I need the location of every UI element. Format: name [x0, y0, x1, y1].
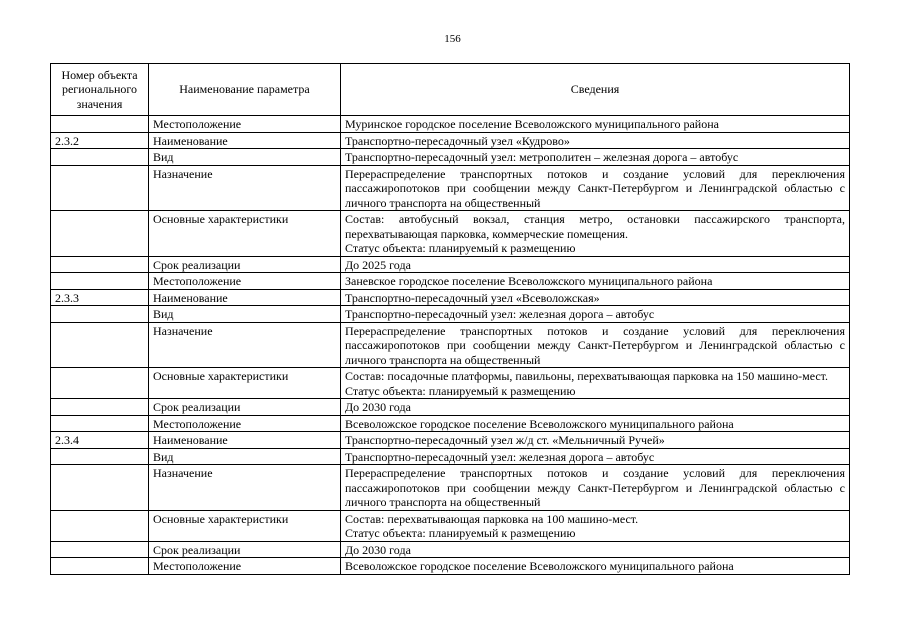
- object-number-cell: [51, 368, 149, 399]
- details-cell: [341, 415, 850, 432]
- object-number-cell: [51, 399, 149, 416]
- parameter-name-cell: Наименование: [149, 132, 341, 149]
- details-cell: [341, 322, 850, 368]
- table-row: [51, 465, 850, 511]
- details-text: Состав: перехватывающая парковка на 100 машино-мест.: [345, 511, 639, 526]
- table-body: [51, 116, 850, 575]
- details-text: Перераспределение транспортных потоков и создание условий для переключения пассажиропотоков при сообщении между Санкт-Петербургом и Ленинградской областью с личного транспорта на общественный: [345, 466, 845, 509]
- parameter-name-cell: Наименование: [149, 432, 341, 449]
- details-text: Заневское городское поселение Всеволожского муниципального района: [345, 274, 713, 288]
- object-number-cell: [51, 116, 149, 133]
- details-cell: [341, 399, 850, 416]
- details-cell: [341, 211, 850, 257]
- parameter-name-cell: Срок реализации: [149, 541, 341, 558]
- parameter-name-cell: Срок реализации: [149, 256, 341, 273]
- parameter-name-cell: Местоположение: [149, 415, 341, 432]
- details-text: Муринское городское поселение Всеволожского муниципального района: [345, 117, 719, 131]
- details-cell: [341, 149, 850, 166]
- header-object-number: Номер объекта регионального значения: [51, 64, 149, 116]
- parameters-table: [50, 63, 850, 575]
- details-text: Транспортно-пересадочный узел «Всеволожская»: [345, 290, 600, 305]
- parameter-name-cell: Местоположение: [149, 273, 341, 290]
- parameter-name-cell: Вид: [149, 306, 341, 323]
- details-text: До 2030 года: [345, 542, 411, 557]
- details-text: Всеволожское городское поселение Всеволожского муниципального района: [345, 416, 734, 431]
- object-number-cell: [51, 306, 149, 323]
- parameter-name-cell: Вид: [149, 448, 341, 465]
- parameter-name-cell: Вид: [149, 149, 341, 166]
- details-cell: [341, 448, 850, 465]
- table-row: [51, 273, 850, 290]
- status-text: Статус объекта: планируемый к размещению: [345, 383, 576, 398]
- details-cell: [341, 132, 850, 149]
- header-details: Сведения: [341, 64, 850, 116]
- object-number-cell: 2.3.3: [51, 289, 149, 306]
- details-cell: [341, 368, 850, 399]
- parameter-name-cell: Местоположение: [149, 558, 341, 575]
- header-parameter-name: Наименование параметра: [149, 64, 341, 116]
- parameter-name-cell: Основные характеристики: [149, 211, 341, 257]
- parameter-name-cell: Срок реализации: [149, 399, 341, 416]
- object-number-cell: [51, 415, 149, 432]
- object-number-cell: [51, 149, 149, 166]
- parameter-name-cell: Местоположение: [149, 116, 341, 133]
- status-text: Статус объекта: планируемый к размещению: [345, 241, 576, 255]
- details-cell: [341, 306, 850, 323]
- object-number-cell: [51, 211, 149, 257]
- page-number: 156: [444, 33, 461, 45]
- details-text: До 2030 года: [345, 400, 411, 414]
- parameter-name-cell: Основные характеристики: [149, 510, 341, 541]
- details-text: Перераспределение транспортных потоков и создание условий для переключения пассажиропотоков при сообщении между Санкт-Петербургом и Ленинградской областью с личного транспорта на общественный: [345, 166, 845, 210]
- object-number-cell: [51, 465, 149, 511]
- details-cell: [341, 465, 850, 511]
- table-row: [51, 256, 850, 273]
- details-text: Транспортно-пересадочный узел: метрополитен – железная дорога – автобус: [345, 150, 739, 164]
- status-text: Статус объекта: планируемый к размещению: [345, 526, 576, 540]
- object-number-cell: [51, 273, 149, 290]
- parameter-name-cell: Основные характеристики: [149, 368, 341, 399]
- details-cell: [341, 165, 850, 211]
- details-text: Состав: посадочные платформы, павильоны, перехватывающая парковка на 150 машино-мест.: [345, 369, 828, 383]
- details-cell: [341, 116, 850, 133]
- object-number-cell: 2.3.4: [51, 432, 149, 449]
- table-row: [51, 541, 850, 558]
- details-cell: [341, 510, 850, 541]
- object-number-cell: [51, 541, 149, 558]
- object-number-cell: [51, 558, 149, 575]
- table-row: [51, 132, 850, 149]
- details-text: До 2025 года: [345, 257, 411, 272]
- object-number-cell: [51, 510, 149, 541]
- details-cell: [341, 432, 850, 449]
- details-cell: [341, 256, 850, 273]
- table-row: [51, 432, 850, 449]
- table-row: [51, 165, 850, 211]
- object-number-cell: [51, 165, 149, 211]
- details-cell: [341, 273, 850, 290]
- table-row: [51, 306, 850, 323]
- details-text: Всеволожское городское поселение Всеволожского муниципального района: [345, 559, 734, 573]
- parameter-name-cell: Наименование: [149, 289, 341, 306]
- details-cell: [341, 289, 850, 306]
- details-cell: [341, 558, 850, 575]
- table-row: [51, 116, 850, 133]
- object-number-cell: [51, 448, 149, 465]
- details-text: Транспортно-пересадочный узел «Кудрово»: [345, 133, 570, 148]
- parameter-name-cell: Назначение: [149, 322, 341, 368]
- details-text: Транспортно-пересадочный узел: железная дорога – автобус: [345, 307, 655, 321]
- object-number-cell: [51, 256, 149, 273]
- table-row: [51, 448, 850, 465]
- table-row: [51, 368, 850, 399]
- table-row: [51, 211, 850, 257]
- table-row: [51, 558, 850, 575]
- table-row: [51, 149, 850, 166]
- table-header-row: [51, 64, 850, 116]
- table-row: [51, 289, 850, 306]
- table-row: [51, 510, 850, 541]
- details-text: Транспортно-пересадочный узел ж/д ст. «Мельничный Ручей»: [345, 433, 665, 447]
- details-text: Состав: автобусный вокзал, станция метро, остановки пассажирского транспорта, перехватывающая парковка, коммерческие помещения.: [345, 212, 845, 241]
- object-number-cell: [51, 322, 149, 368]
- parameter-name-cell: Назначение: [149, 165, 341, 211]
- parameter-name-cell: Назначение: [149, 465, 341, 511]
- table-row: [51, 322, 850, 368]
- details-cell: [341, 541, 850, 558]
- table-row: [51, 415, 850, 432]
- details-text: Транспортно-пересадочный узел: железная дорога – автобус: [345, 449, 655, 464]
- object-number-cell: 2.3.2: [51, 132, 149, 149]
- details-text: Перераспределение транспортных потоков и создание условий для переключения пассажиропотоков при сообщении между Санкт-Петербургом и Ленинградской областью с личного транспорта на общественный: [345, 323, 845, 367]
- table-row: [51, 399, 850, 416]
